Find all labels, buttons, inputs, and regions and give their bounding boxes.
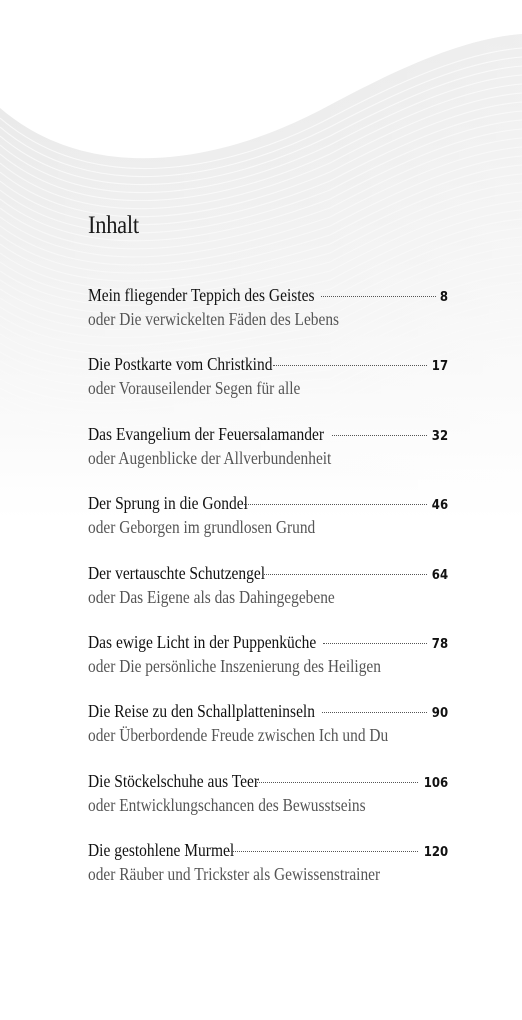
toc-dot-leader — [322, 712, 427, 713]
table-of-contents — [88, 285, 448, 910]
toc-entry — [88, 771, 448, 840]
toc-entry-title: Die gestohlene Murmel — [88, 840, 235, 861]
toc-entry — [88, 632, 448, 701]
toc-entry-subtitle: oder Entwicklungschancen des Bewusstseins — [88, 794, 366, 815]
toc-entry-page: 17 — [431, 359, 448, 375]
toc-entry — [88, 840, 448, 909]
toc-entry-title: Die Reise zu den Schallplatteninseln — [88, 701, 315, 722]
toc-entry-subtitle: oder Vorauseilender Segen für alle — [88, 378, 301, 399]
toc-entry-subtitle: oder Räuber und Trickster als Gewissenstrainer — [88, 864, 381, 885]
toc-entry-subtitle: oder Die verwickelten Fäden des Lebens — [88, 309, 340, 329]
toc-entry — [88, 701, 448, 770]
toc-entry-subtitle: oder Die persönliche Inszenierung des Heiligen — [88, 655, 381, 676]
toc-entry-page: 46 — [431, 498, 448, 514]
toc-dot-leader — [323, 643, 426, 644]
toc-entry-title: Die Stöckelschuhe aus Teer — [88, 770, 260, 791]
toc-entry-title: Das Evangelium der Feuersalamander — [88, 423, 324, 444]
toc-entry-title: Mein fliegender Teppich des Geistes — [88, 285, 315, 305]
toc-entry-subtitle: oder Überbordende Freude zwischen Ich und Du — [88, 725, 389, 746]
toc-entry-page: 78 — [431, 636, 448, 652]
toc-dot-leader — [332, 435, 427, 436]
toc-entry-subtitle: oder Das Eigene als das Dahingegebene — [88, 586, 335, 607]
toc-entry-page: 120 — [423, 845, 448, 861]
toc-dot-leader — [228, 851, 418, 852]
toc-entry-title: Der vertauschte Schutzengel — [88, 562, 266, 583]
toc-entry-subtitle: oder Geborgen im grundlosen Grund — [88, 517, 316, 538]
toc-entry — [88, 354, 448, 423]
toc-dot-leader — [273, 365, 427, 366]
toc-entry-subtitle: oder Augenblicke der Allverbundenheit — [88, 447, 332, 468]
toc-entry-title: Die Postkarte vom Christkind — [88, 354, 273, 375]
toc-entry-page: 106 — [423, 775, 448, 791]
toc-entry — [88, 424, 448, 493]
toc-entry-page: 90 — [431, 706, 448, 722]
toc-heading: Inhalt — [88, 212, 139, 239]
toc-dot-leader — [257, 782, 418, 783]
toc-entry — [88, 493, 448, 562]
toc-entry — [88, 285, 448, 354]
toc-entry-title: Das ewige Licht in der Puppenküche — [88, 631, 317, 652]
toc-entry-page: 32 — [431, 428, 448, 444]
toc-dot-leader — [264, 574, 427, 575]
toc-dot-leader — [321, 296, 436, 297]
toc-entry-page: 64 — [431, 567, 448, 583]
toc-entry — [88, 563, 448, 632]
toc-dot-leader — [244, 504, 427, 505]
toc-entry-title: Der Sprung in die Gondel — [88, 493, 248, 514]
toc-entry-page: 8 — [439, 290, 448, 305]
